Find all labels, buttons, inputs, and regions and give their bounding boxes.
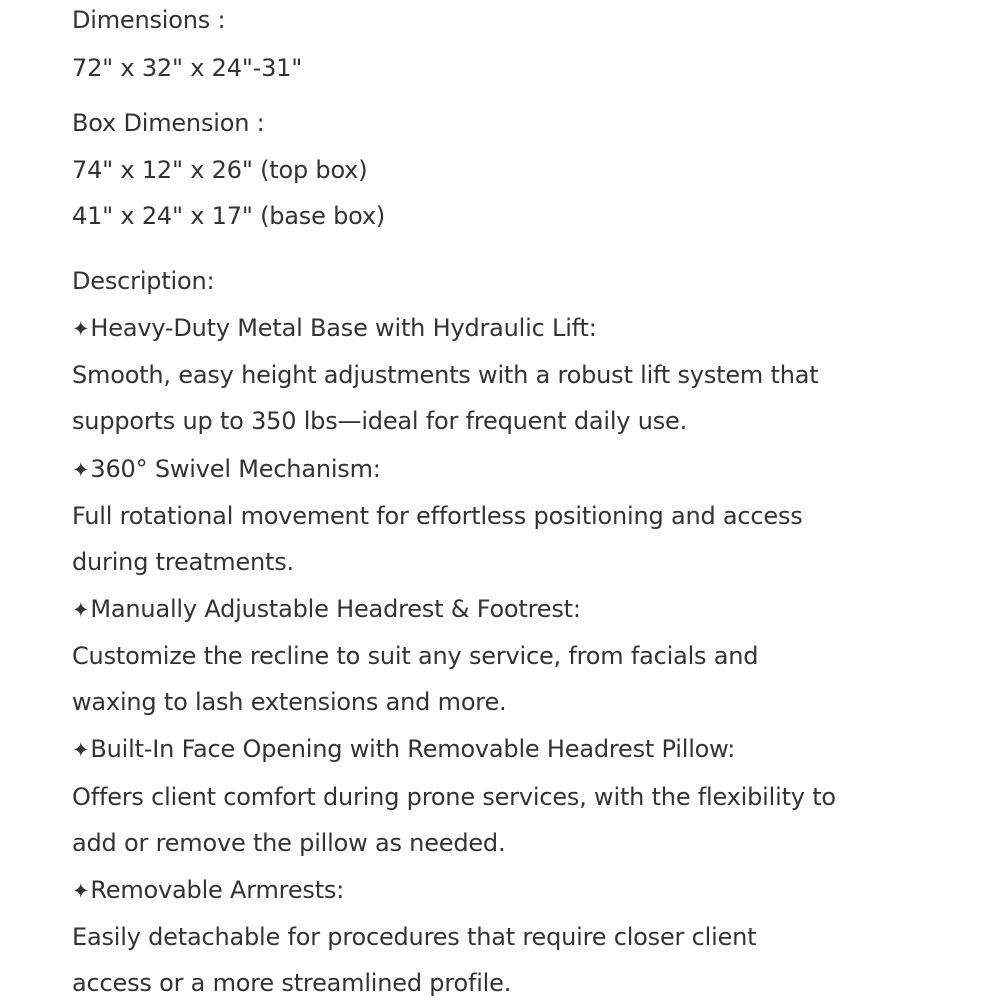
feature-line: Full rotational movement for effortless positioning and access — [72, 502, 803, 530]
box-dimension-top-box: 74" x 12" x 26" (top box) — [72, 156, 368, 184]
feature-line: Offers client comfort during prone services, with the flexibility to — [72, 783, 836, 811]
star-bullet-icon: ✦ — [72, 317, 90, 341]
box-dimension-label: Box Dimension : — [72, 109, 265, 137]
star-bullet-icon: ✦ — [72, 879, 90, 903]
feature-line: Customize the recline to suit any service, from facials and — [72, 642, 759, 670]
star-bullet-icon: ✦ — [72, 598, 90, 622]
feature-title — [72, 734, 735, 765]
feature-line: during treatments. — [72, 548, 294, 576]
star-bullet-icon: ✦ — [72, 458, 90, 482]
feature-line: Smooth, easy height adjustments with a robust lift system that — [72, 361, 819, 389]
feature-line: waxing to lash extensions and more. — [72, 688, 507, 716]
feature-title-text: Removable Armrests: — [90, 876, 345, 904]
dimensions-value: 72" x 32" x 24"-31" — [72, 54, 303, 82]
box-dimension-base-box: 41" x 24" x 17" (base box) — [72, 202, 386, 230]
feature-line: supports up to 350 lbs—ideal for frequent daily use. — [72, 407, 688, 435]
feature-title-text: Manually Adjustable Headrest & Footrest: — [90, 595, 581, 623]
dimensions-label: Dimensions : — [72, 6, 226, 34]
feature-line: add or remove the pillow as needed. — [72, 829, 506, 857]
feature-title-text: 360° Swivel Mechanism: — [90, 455, 381, 483]
star-bullet-icon: ✦ — [72, 738, 90, 762]
feature-line: access or a more streamlined profile. — [72, 969, 512, 997]
feature-title-text: Built-In Face Opening with Removable Headrest Pillow: — [90, 735, 736, 763]
feature-title — [72, 594, 581, 625]
feature-line: Easily detachable for procedures that require closer client — [72, 923, 757, 951]
feature-title — [72, 454, 381, 485]
description-label: Description: — [72, 267, 215, 295]
feature-title — [72, 875, 344, 906]
feature-title — [72, 313, 597, 344]
feature-title-text: Heavy-Duty Metal Base with Hydraulic Lift: — [90, 314, 597, 342]
